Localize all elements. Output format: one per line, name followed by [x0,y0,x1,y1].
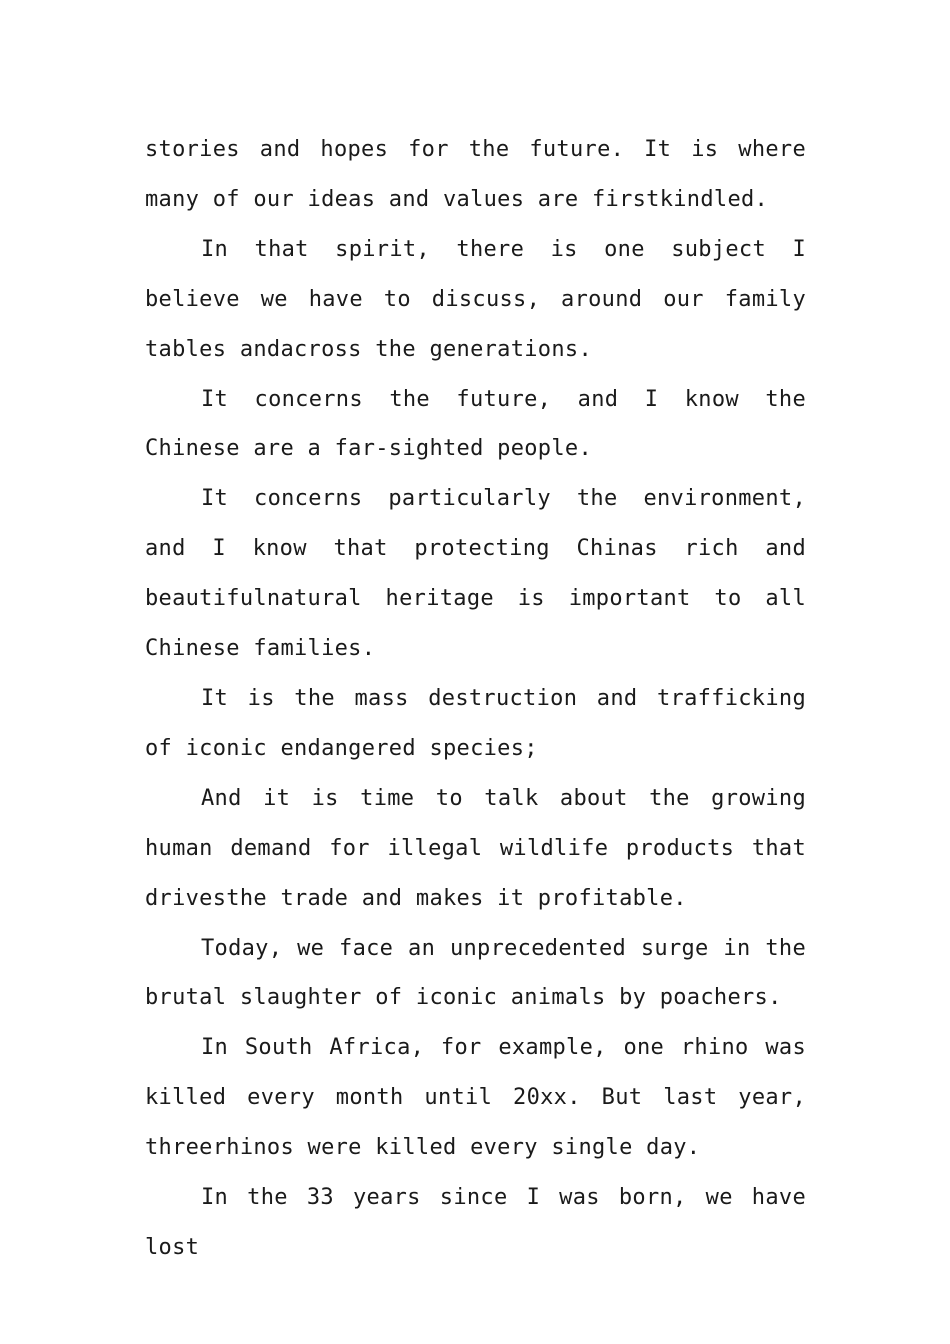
paragraph: It concerns the future, and I know the Chinese are a far-sighted people. [145,386,806,462]
paragraph: In that spirit, there is one subject I believe we have to discuss, around our family tables andacross the generations. [145,236,806,362]
paragraph: stories and hopes for the future. It is where many of our ideas and values are firstkindled. [145,137,806,212]
document-body [145,125,806,1273]
paragraph: It concerns particularly the environment, and I know that protecting Chinas rich and beautifulnatural heritage is important to all Chinese families. [145,486,806,662]
paragraph: Today, we face an unprecedented surge in the brutal slaughter of iconic animals by poachers. [145,935,806,1011]
paragraph: It is the mass destruction and trafficking of iconic endangered species; [145,685,806,761]
paragraph: And it is time to talk about the growing human demand for illegal wildlife products that drivesthe trade and makes it profitable. [145,785,806,911]
paragraph: In the 33 years since I was born, we have lost [145,1185,806,1260]
paragraph: In South Africa, for example, one rhino was killed every month until 20xx. But last year, threerhinos were killed every single day. [145,1035,806,1161]
